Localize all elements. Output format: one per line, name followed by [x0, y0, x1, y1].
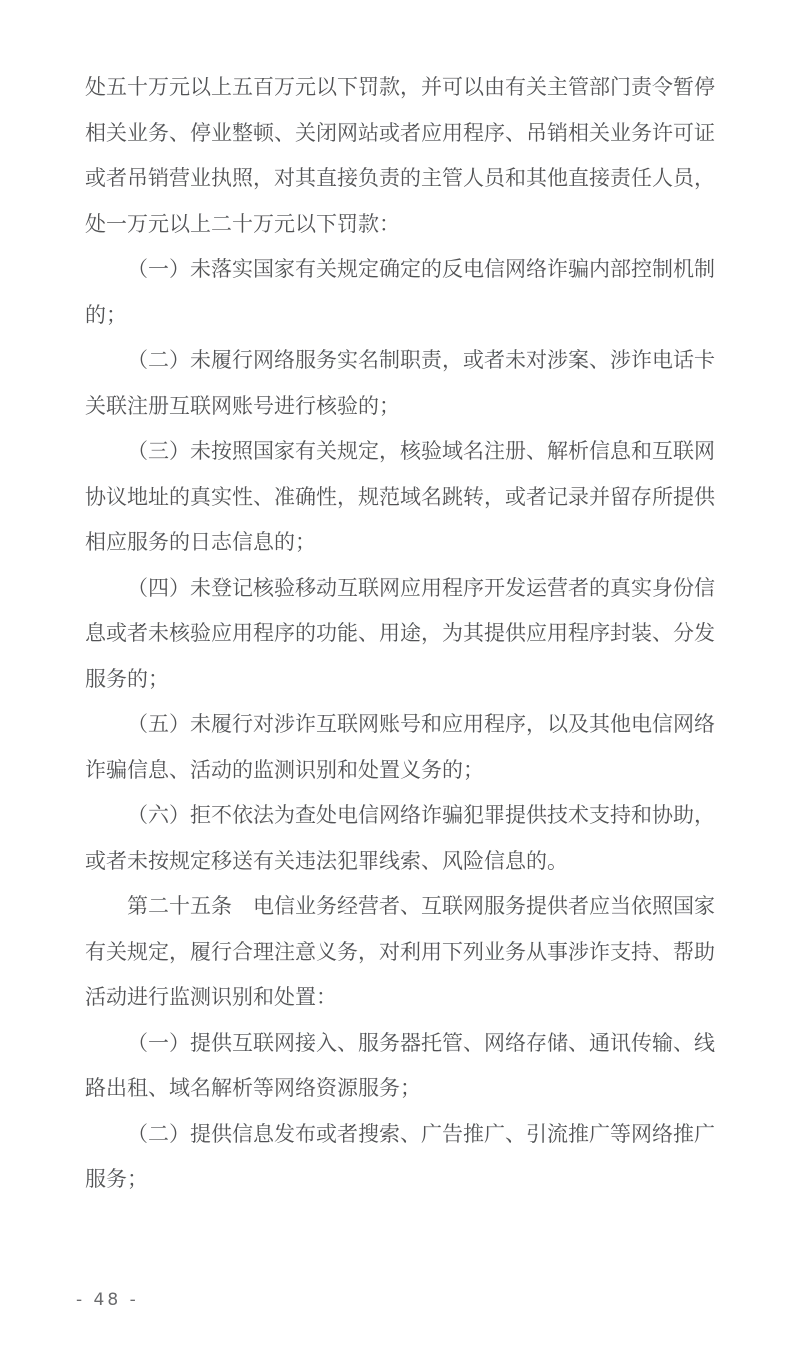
paragraph-article-25: 第二十五条 电信业务经营者、互联网服务提供者应当依照国家有关规定，履行合理注意义务，对利用下列业务从事涉诈支持、帮助活动进行监测识别和处置：: [85, 894, 715, 1009]
paragraph-item-4: （四）未登记核验移动互联网应用程序开发运营者的真实身份信息或者未核验应用程序的功能、用途，为其提供应用程序封装、分发服务的；: [85, 575, 715, 691]
paragraph-item-2: （二）未履行网络服务实名制职责，或者未对涉案、涉诈电话卡关联注册互联网账号进行核验的；: [85, 348, 715, 418]
paragraph-item-6: （六）拒不依法为查处电信网络诈骗犯罪提供技术支持和协助，或者未按规定移送有关违法犯罪线索、风险信息的。: [85, 803, 715, 873]
paragraph-article-25-item-1: （一）提供互联网接入、服务器托管、网络存储、通讯传输、线路出租、域名解析等网络资源服务；: [85, 1030, 715, 1100]
paragraph-continued: 处五十万元以上五百万元以下罚款，并可以由有关主管部门责令暂停相关业务、停业整顿、关闭网站或者应用程序、吊销相关业务许可证或者吊销营业执照，对其直接负责的主管人员和其他直接责任人员，处一万元以上二十万元以下罚款：: [85, 75, 715, 236]
paragraph-item-5: （五）未履行对涉诈互联网账号和应用程序，以及其他电信网络诈骗信息、活动的监测识别和处置义务的；: [85, 712, 715, 782]
paragraph-item-3: （三）未按照国家有关规定，核验域名注册、解析信息和互联网协议地址的真实性、准确性，规范域名跳转，或者记录并留存所提供相应服务的日志信息的；: [85, 439, 715, 554]
paragraph-article-25-item-2: （二）提供信息发布或者搜索、广告推广、引流推广等网络推广服务；: [85, 1121, 715, 1191]
paragraph-item-1: （一）未落实国家有关规定确定的反电信网络诈骗内部控制机制的；: [85, 257, 715, 327]
page-number: - 48 -: [76, 1290, 139, 1310]
document-body: [85, 65, 715, 1203]
